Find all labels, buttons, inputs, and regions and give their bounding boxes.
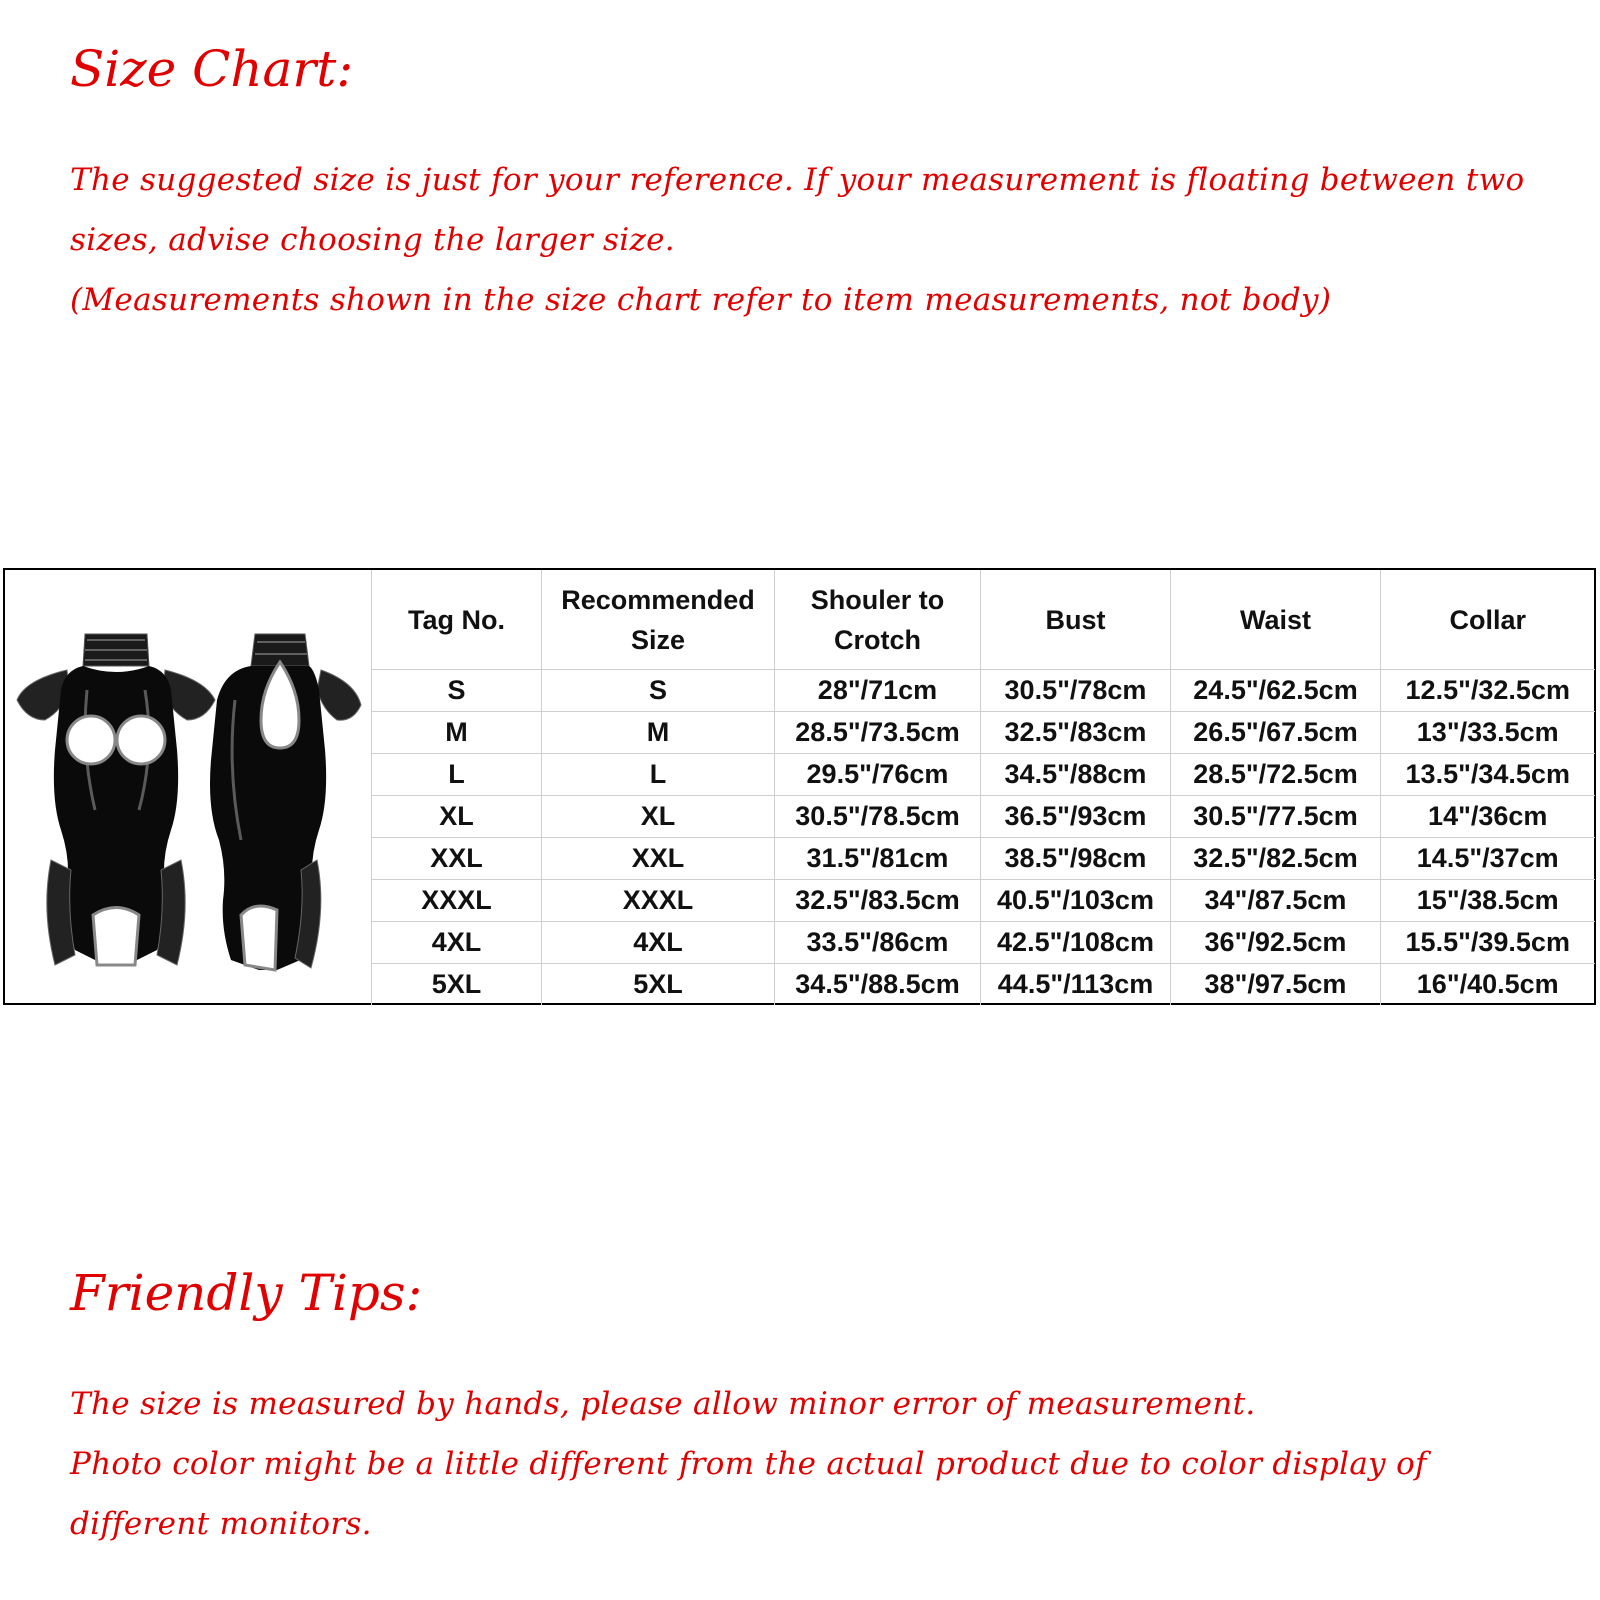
cell-tag: 4XL (372, 922, 542, 964)
cell-tag: L (372, 754, 542, 796)
cell-collar: 13"/33.5cm (1381, 712, 1595, 754)
table-row (372, 712, 1595, 754)
table-row (372, 838, 1595, 880)
cell-waist: 28.5"/72.5cm (1171, 754, 1381, 796)
cell-shoulder-crotch: 32.5"/83.5cm (775, 880, 981, 922)
cell-tag: M (372, 712, 542, 754)
cell-recommended: M (542, 712, 775, 754)
cell-waist: 34"/87.5cm (1171, 880, 1381, 922)
cell-shoulder-crotch: 33.5"/86cm (775, 922, 981, 964)
cell-bust: 34.5"/88cm (981, 754, 1171, 796)
cell-recommended: XXXL (542, 880, 775, 922)
cell-shoulder-crotch: 34.5"/88.5cm (775, 964, 981, 1006)
cell-tag: 5XL (372, 964, 542, 1006)
cell-collar: 15.5"/39.5cm (1381, 922, 1595, 964)
cell-shoulder-crotch: 31.5"/81cm (775, 838, 981, 880)
cell-shoulder-crotch: 30.5"/78.5cm (775, 796, 981, 838)
cell-bust: 44.5"/113cm (981, 964, 1171, 1006)
note-line: The suggested size is just for your reference. If your measurement is floating between two (70, 162, 1525, 198)
header-tag-no: Tag No. (372, 570, 542, 670)
cell-bust: 30.5"/78cm (981, 670, 1171, 712)
cell-collar: 14"/36cm (1381, 796, 1595, 838)
cell-waist: 26.5"/67.5cm (1171, 712, 1381, 754)
table-row (372, 796, 1595, 838)
table-row (372, 922, 1595, 964)
table-row (372, 964, 1595, 1006)
cell-collar: 15"/38.5cm (1381, 880, 1595, 922)
cell-recommended: S (542, 670, 775, 712)
table-row (372, 880, 1595, 922)
cell-tag: S (372, 670, 542, 712)
note-line: sizes, advise choosing the larger size. (70, 222, 675, 258)
header-recommended-size: Recommended Size (542, 570, 775, 670)
cell-collar: 13.5"/34.5cm (1381, 754, 1595, 796)
friendly-tips-text (70, 1374, 1570, 1554)
cell-collar: 12.5"/32.5cm (1381, 670, 1595, 712)
cell-shoulder-crotch: 28.5"/73.5cm (775, 712, 981, 754)
table-row (372, 670, 1595, 712)
cell-recommended: XXL (542, 838, 775, 880)
tip-line: Photo color might be a little different from the actual product due to color display of (70, 1446, 1427, 1482)
cell-shoulder-crotch: 28"/71cm (775, 670, 981, 712)
cell-collar: 16"/40.5cm (1381, 964, 1595, 1006)
cell-waist: 32.5"/82.5cm (1171, 838, 1381, 880)
cell-recommended: 5XL (542, 964, 775, 1006)
friendly-tips-title: Friendly Tips: (70, 1264, 423, 1322)
cell-waist: 30.5"/77.5cm (1171, 796, 1381, 838)
cell-recommended: XL (542, 796, 775, 838)
size-chart-title: Size Chart: (70, 40, 354, 98)
note-line: (Measurements shown in the size chart refer to item measurements, not body) (70, 282, 1332, 318)
cell-bust: 38.5"/98cm (981, 838, 1171, 880)
product-image (5, 570, 371, 1003)
cell-recommended: L (542, 754, 775, 796)
header-bust: Bust (981, 570, 1171, 670)
header-shoulder-to-crotch: Shouler to Crotch (775, 570, 981, 670)
cell-waist: 36"/92.5cm (1171, 922, 1381, 964)
size-table (371, 570, 1595, 1005)
cell-bust: 32.5"/83cm (981, 712, 1171, 754)
cell-recommended: 4XL (542, 922, 775, 964)
cell-bust: 40.5"/103cm (981, 880, 1171, 922)
table-row (372, 754, 1595, 796)
header-collar: Collar (1381, 570, 1595, 670)
header-waist: Waist (1171, 570, 1381, 670)
cell-bust: 42.5"/108cm (981, 922, 1171, 964)
cell-bust: 36.5"/93cm (981, 796, 1171, 838)
table-header-row (372, 570, 1595, 670)
cell-waist: 38"/97.5cm (1171, 964, 1381, 1006)
cell-shoulder-crotch: 29.5"/76cm (775, 754, 981, 796)
cell-tag: XXL (372, 838, 542, 880)
back-garment (210, 634, 361, 970)
tip-line: The size is measured by hands, please allow minor error of measurement. (70, 1386, 1256, 1422)
cell-tag: XXXL (372, 880, 542, 922)
cell-waist: 24.5"/62.5cm (1171, 670, 1381, 712)
size-chart-table-panel (3, 568, 1596, 1005)
cell-tag: XL (372, 796, 542, 838)
size-chart-note (70, 150, 1570, 330)
cell-collar: 14.5"/37cm (1381, 838, 1595, 880)
front-garment (17, 634, 215, 965)
tip-line: different monitors. (70, 1506, 372, 1542)
